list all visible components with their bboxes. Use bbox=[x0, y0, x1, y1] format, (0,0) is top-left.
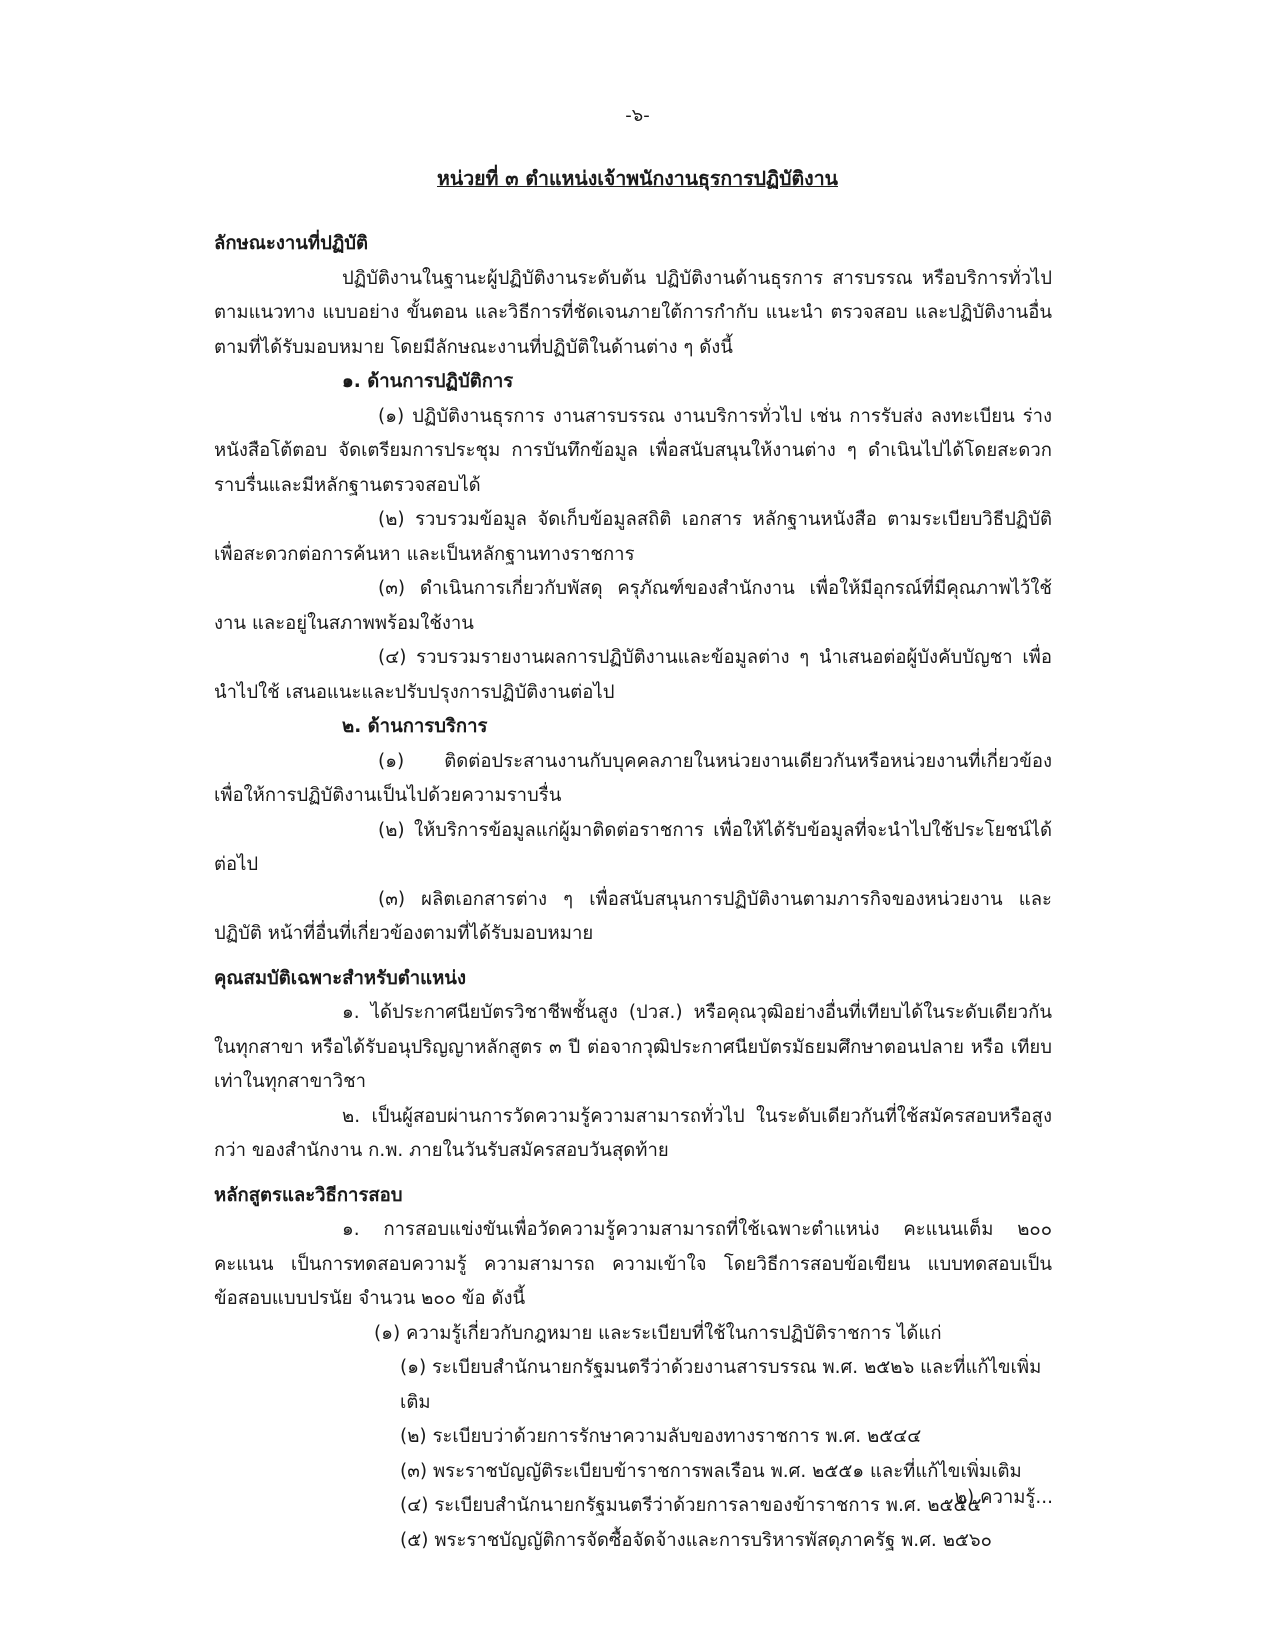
page-title bbox=[0, 163, 1275, 194]
page-title-text: หน่วยที่ ๓ ตำแหน่งเจ้าพนักงานธุรการปฏิบัติงาน bbox=[437, 167, 838, 190]
operations-item-2: (๒) รวบรวมข้อมูล จัดเก็บข้อมูลสถิติ เอกสาร หลักฐานหนังสือ ตามระเบียบวิธีปฏิบัติ เพื่อสะดวกต่อการค้นหา และเป็นหลักฐานทางราชการ bbox=[214, 509, 1052, 565]
operations-item-3: (๓) ดำเนินการเกี่ยวกับพัสดุ ครุภัณฑ์ของสำนักงาน เพื่อให้มีอุกรณ์ที่มีคุณภาพไว้ใช้งาน และอยู่ในสภาพพร้อมใช้งาน bbox=[214, 578, 1052, 634]
operations-item-4: (๔) รวบรวมรายงานผลการปฏิบัติงานและข้อมูลต่าง ๆ นำเสนอต่อผู้บังคับบัญชา เพื่อนำไปใช้ เสนอแนะและปรับปรุงการปฏิบัติงานต่อไป bbox=[214, 647, 1052, 703]
section-heading-exam: หลักสูตรและวิธีการสอบ bbox=[214, 1184, 403, 1206]
qualification-item-1: ๑. ได้ประกาศนียบัตรวิชาชีพชั้นสูง (ปวส.) หรือคุณวุฒิอย่างอื่นที่เทียบได้ในระดับเดียวกัน ในทุกสาขา หรือได้รับอนุปริญญาหลักสูตร ๓ ปี ต่อจากวุฒิประกาศนียบัตรมัธยมศึกษาตอนปลาย หรือ เทียบเท่าในทุกสาขาวิชา bbox=[214, 1002, 1052, 1092]
continuation-marker: ๒) ความรู้... bbox=[954, 1487, 1053, 1508]
exam-law-item-5: (๕) พระราชบัญญัติการจัดซื้อจัดจ้างและการบริหารพัสดุภาครัฐ พ.ศ. ๒๕๖๐ bbox=[400, 1529, 992, 1551]
qualification-item-2: ๒. เป็นผู้สอบผ่านการวัดความรู้ความสามารถทั่วไป ในระดับเดียวกันที่ใช้สมัครสอบหรือสูงกว่า ของสำนักงาน ก.พ. ภายในวันรับสมัครสอบวันสุดท้าย bbox=[214, 1105, 1052, 1161]
exam-intro: ๑. การสอบแข่งขันเพื่อวัดความรู้ความสามารถที่ใช้เฉพาะตำแหน่ง คะแนนเต็ม ๒๐๐ คะแนน เป็นการทดสอบความรู้ ความสามารถ ความเข้าใจ โดยวิธีการสอบข้อเขียน แบบทดสอบเป็นข้อสอบแบบปรนัย จำนวน ๒๐๐ ข้อ ดังนี้ bbox=[214, 1219, 1052, 1309]
services-item-3: (๓) ผลิตเอกสารต่าง ๆ เพื่อสนับสนุนการปฏิบัติงานตามภารกิจของหน่วยงาน และปฏิบัติ หน้าที่อื่นที่เกี่ยวข้องตามที่ได้รับมอบหมาย bbox=[214, 888, 1052, 944]
exam-law-item-4: (๔) ระเบียบสำนักนายกรัฐมนตรีว่าด้วยการลาของข้าราชการ พ.ศ. ๒๕๕๕ bbox=[400, 1495, 982, 1516]
section-heading-job-description: ลักษณะงานที่ปฏิบัติ bbox=[214, 233, 369, 254]
section-heading-qualifications: คุณสมบัติเฉพาะสำหรับตำแหน่ง bbox=[214, 967, 466, 989]
page-number: -๖- bbox=[625, 105, 650, 126]
exam-law-item-2: (๒) ระเบียบว่าด้วยการรักษาความลับของทางราชการ พ.ศ. ๒๕๔๔ bbox=[400, 1426, 922, 1447]
services-item-1: (๑) ติดต่อประสานงานกับบุคคลภายในหน่วยงานเดียวกันหรือหน่วยงานที่เกี่ยวข้อง เพื่อให้การปฏิบัติงานเป็นไปด้วยความราบรื่น bbox=[214, 750, 1052, 806]
job-description-intro: ปฏิบัติงานในฐานะผู้ปฏิบัติงานระดับต้น ปฏิบัติงานด้านธุรการ สารบรรณ หรือบริการทั่วไป ตามแนวทาง แบบอย่าง ขั้นตอน และวิธีการที่ชัดเจนภายใต้การกำกับ แนะนำ ตรวจสอบ และปฏิบัติงานอื่น ตามที่ได้รับมอบหมาย โดยมีลักษณะงานที่ปฏิบัติในด้านต่าง ๆ ดังนี้ bbox=[214, 267, 1052, 358]
services-item-2: (๒) ให้บริการข้อมูลแก่ผู้มาติดต่อราชการ เพื่อให้ได้รับข้อมูลที่จะนำไปใช้ประโยชน์ได้ต่อไป bbox=[214, 819, 1052, 875]
operations-item-1: (๑) ปฏิบัติงานธุรการ งานสารบรรณ งานบริการทั่วไป เช่น การรับส่ง ลงทะเบียน ร่างหนังสือโต้ตอบ จัดเตรียมการประชุม การบันทึกข้อมูล เพื่อสนับสนุนให้งานต่าง ๆ ดำเนินไปได้โดยสะดวก ราบรื่นและมีหลักฐานตรวจสอบได้ bbox=[214, 405, 1052, 496]
subsection-heading-operations: ๑. ด้านการปฏิบัติการ bbox=[342, 371, 514, 392]
exam-law-item-1: (๑) ระเบียบสำนักนายกรัฐมนตรีว่าด้วยงานสารบรรณ พ.ศ. ๒๕๒๖ และที่แก้ไขเพิ่มเติม bbox=[400, 1357, 1042, 1413]
document-body bbox=[214, 227, 1052, 1558]
subsection-heading-services: ๒. ด้านการบริการ bbox=[342, 716, 488, 737]
exam-law-item-3: (๓) พระราชบัญญัติระเบียบข้าราชการพลเรือน พ.ศ. ๒๕๕๑ และที่แก้ไขเพิ่มเติม bbox=[400, 1460, 1022, 1482]
exam-subheading-laws: (๑) ความรู้เกี่ยวกับกฎหมาย และระเบียบที่ใช้ในการปฏิบัติราชการ ได้แก่ bbox=[374, 1322, 942, 1344]
